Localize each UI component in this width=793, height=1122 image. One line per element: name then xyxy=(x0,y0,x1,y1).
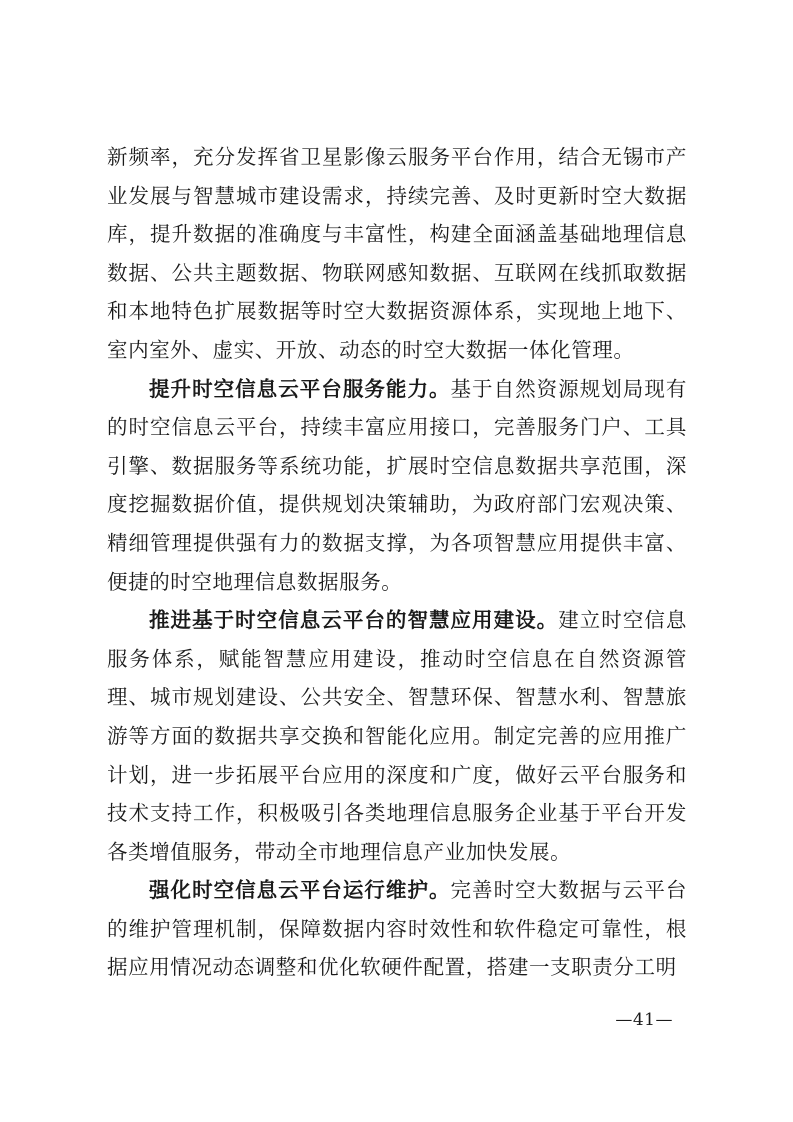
paragraph-heading: 推进基于时空信息云平台的智慧应用建设。 xyxy=(149,608,559,633)
paragraph-maintenance xyxy=(107,871,687,987)
body-text xyxy=(107,138,687,987)
paragraph-text: 建立时空信息服务体系，赋能智慧应用建设，推动时空信息在自然资源管理、城市规划建设、公共安全、智慧环保、智慧水利、智慧旅游等方面的数据共享交换和智能化应用。制定完善的应用推广计划，进一步拓展平台应用的深度和广度，做好云平台服务和技术支持工作，积极吸引各类地理信息服务企业基于平台开发各类增值服务，带动全市地理信息产业加快发展。 xyxy=(107,608,687,864)
paragraph-text: 新频率，充分发挥省卫星影像云服务平台作用，结合无锡市产业发展与智慧城市建设需求，持续完善、及时更新时空大数据库，提升数据的准确度与丰富性，构建全面涵盖基础地理信息数据、公共主题数据、物联网感知数据、互联网在线抓取数据和本地特色扩展数据等时空大数据资源体系，实现地上地下、室内室外、虚实、开放、动态的时空大数据一体化管理。 xyxy=(107,145,687,362)
paragraph-text: 完善时空大数据与云平台的维护管理机制，保障数据内容时效性和软件稳定可靠性，根据应用情况动态调整和优化软硬件配置，搭建一支职责分工明 xyxy=(107,878,687,980)
paragraph-heading: 提升时空信息云平台服务能力。 xyxy=(149,376,451,401)
paragraph-smart-applications xyxy=(107,601,687,871)
paragraph-heading: 强化时空信息云平台运行维护。 xyxy=(149,878,451,903)
page-number: —41— xyxy=(615,1010,673,1030)
paragraph-text: 基于自然资源规划局现有的时空信息云平台，持续丰富应用接口，完善服务门户、工具引擎、数据服务等系统功能，扩展时空信息数据共享范围，深度挖掘数据价值，提供规划决策辅助，为政府部门宏观决策、精细管理提供强有力的数据支撑，为各项智慧应用提供丰富、便捷的时空地理信息数据服务。 xyxy=(107,376,687,594)
paragraph-platform-service xyxy=(107,370,687,602)
paragraph-continuation xyxy=(107,138,687,370)
